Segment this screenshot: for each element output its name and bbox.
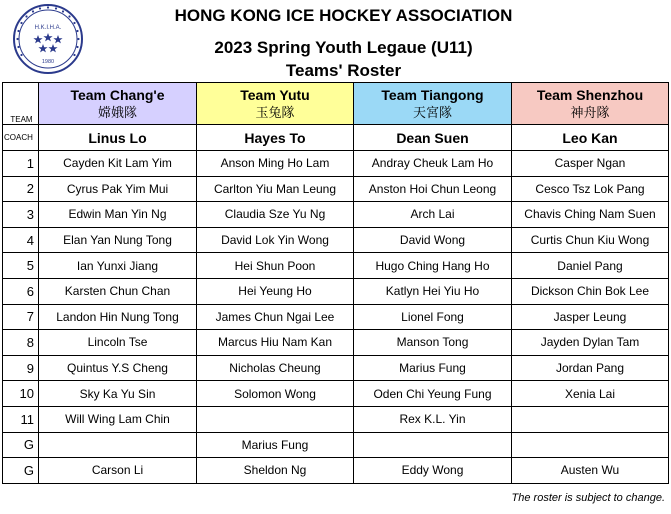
player-cell: Cesco Tsz Lok Pang — [512, 176, 669, 202]
row-number: 7 — [3, 304, 39, 330]
player-cell: Austen Wu — [512, 458, 669, 484]
player-cell: Cyrus Pak Yim Mui — [39, 176, 197, 202]
player-cell: Sheldon Ng — [197, 458, 354, 484]
player-cell: Quintus Y.S Cheng — [39, 355, 197, 381]
team-header-yutu — [197, 83, 354, 125]
table-row — [3, 202, 669, 228]
player-cell: Marius Fung — [354, 355, 512, 381]
player-cell: Curtis Chun Kiu Wong — [512, 227, 669, 253]
row-number: G — [3, 458, 39, 484]
player-cell: Elan Yan Nung Tong — [39, 227, 197, 253]
player-cell: Anston Hoi Chun Leong — [354, 176, 512, 202]
table-row — [3, 304, 669, 330]
row-number: 4 — [3, 227, 39, 253]
player-cell: Carlton Yiu Man Leung — [197, 176, 354, 202]
team-name: Team Yutu — [240, 86, 310, 103]
player-cell: James Chun Ngai Lee — [197, 304, 354, 330]
org-title: HONG KONG ICE HOCKEY ASSOCIATION — [174, 6, 513, 25]
coach-label: COACH — [3, 125, 39, 151]
player-cell — [512, 406, 669, 432]
player-cell: Sky Ka Yu Sin — [39, 381, 197, 407]
table-row — [3, 151, 669, 177]
player-cell: Ian Yunxi Jiang — [39, 253, 197, 279]
row-number: 9 — [3, 355, 39, 381]
row-number: 1 — [3, 151, 39, 177]
team-header-tiangong — [354, 83, 512, 125]
player-cell: Cayden Kit Lam Yim — [39, 151, 197, 177]
player-cell: Manson Tong — [354, 330, 512, 356]
row-number: 10 — [3, 381, 39, 407]
table-row — [3, 458, 669, 484]
player-cell — [354, 432, 512, 458]
row-number: 8 — [3, 330, 39, 356]
player-cell: Rex K.L. Yin — [354, 406, 512, 432]
team-label: TEAM — [3, 83, 39, 125]
coach-row — [3, 125, 669, 151]
table-row — [3, 278, 669, 304]
player-cell: Will Wing Lam Chin — [39, 406, 197, 432]
logo-year: 1980 — [41, 59, 55, 65]
player-cell: Landon Hin Nung Tong — [39, 304, 197, 330]
team-chinese-name: 神舟隊 — [570, 104, 610, 120]
player-cell: Karsten Chun Chan — [39, 278, 197, 304]
table-row — [3, 381, 669, 407]
table-row — [3, 176, 669, 202]
roster-title: Teams' Roster — [285, 61, 402, 80]
team-header-change — [39, 83, 197, 125]
player-cell: Anson Ming Ho Lam — [197, 151, 354, 177]
coach-name: Dean Suen — [354, 125, 512, 151]
coach-name: Leo Kan — [512, 125, 669, 151]
table-row — [3, 227, 669, 253]
roster-table — [2, 82, 669, 484]
player-cell: Katlyn Hei Yiu Ho — [354, 278, 512, 304]
coach-name: Hayes To — [197, 125, 354, 151]
team-header-shenzhou — [512, 83, 669, 125]
roster-disclaimer: The roster is subject to change. — [511, 492, 665, 504]
player-cell — [39, 432, 197, 458]
team-chinese-name: 嫦娥隊 — [97, 104, 137, 120]
row-number: G — [3, 432, 39, 458]
table-row — [3, 406, 669, 432]
row-number: 6 — [3, 278, 39, 304]
player-cell: Andray Cheuk Lam Ho — [354, 151, 512, 177]
table-row — [3, 355, 669, 381]
league-title: 2023 Spring Youth Legaue (U11) — [214, 38, 473, 57]
table-row — [3, 253, 669, 279]
player-cell: Jasper Leung — [512, 304, 669, 330]
player-cell: David Wong — [354, 227, 512, 253]
team-chinese-name: 天宮隊 — [412, 104, 452, 120]
player-cell: David Lok Yin Wong — [197, 227, 354, 253]
row-number: 3 — [3, 202, 39, 228]
team-header-row — [3, 83, 669, 125]
player-cell: Edwin Man Yin Ng — [39, 202, 197, 228]
row-number: 2 — [3, 176, 39, 202]
table-row — [3, 330, 669, 356]
team-name: Team Shenzhou — [536, 86, 644, 103]
player-cell: Dickson Chin Bok Lee — [512, 278, 669, 304]
player-cell: Daniel Pang — [512, 253, 669, 279]
player-cell: Lionel Fong — [354, 304, 512, 330]
player-cell: Chavis Ching Nam Suen — [512, 202, 669, 228]
player-cell: Hugo Ching Hang Ho — [354, 253, 512, 279]
row-number: 5 — [3, 253, 39, 279]
coach-name: Linus Lo — [39, 125, 197, 151]
player-cell: Marcus Hiu Nam Kan — [197, 330, 354, 356]
player-cell: Jordan Pang — [512, 355, 669, 381]
player-cell: Xenia Lai — [512, 381, 669, 407]
player-cell: Casper Ngan — [512, 151, 669, 177]
row-number: 11 — [3, 406, 39, 432]
logo-text: H.K.I.H.A. — [34, 25, 62, 31]
player-cell — [197, 406, 354, 432]
team-chinese-name: 玉兔隊 — [255, 104, 295, 120]
player-cell: Arch Lai — [354, 202, 512, 228]
player-cell: Hei Yeung Ho — [197, 278, 354, 304]
player-cell — [512, 432, 669, 458]
table-row — [3, 432, 669, 458]
player-cell: Hei Shun Poon — [197, 253, 354, 279]
player-cell: Marius Fung — [197, 432, 354, 458]
team-name: Team Tiangong — [381, 86, 484, 103]
player-cell: Lincoln Tse — [39, 330, 197, 356]
team-name: Team Chang'e — [70, 86, 165, 103]
player-cell: Oden Chi Yeung Fung — [354, 381, 512, 407]
player-cell: Carson Li — [39, 458, 197, 484]
player-cell: Nicholas Cheung — [197, 355, 354, 381]
player-cell: Solomon Wong — [197, 381, 354, 407]
player-cell: Claudia Sze Yu Ng — [197, 202, 354, 228]
player-cell: Eddy Wong — [354, 458, 512, 484]
player-cell: Jayden Dylan Tam — [512, 330, 669, 356]
